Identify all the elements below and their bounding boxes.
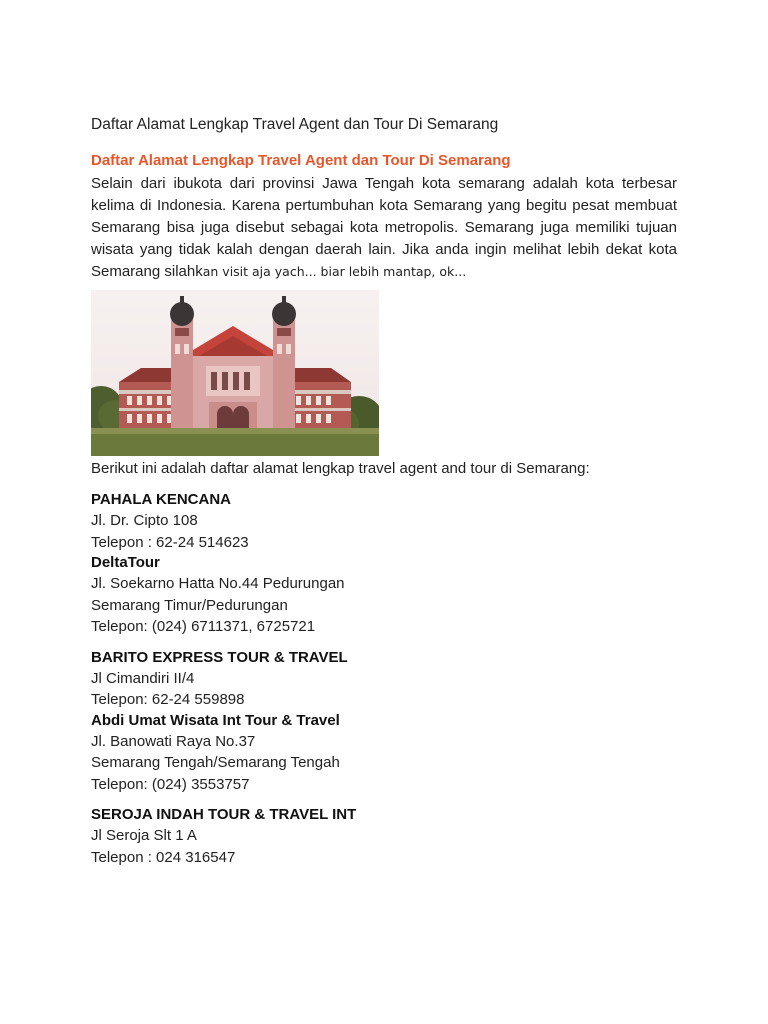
agency-entry xyxy=(91,711,691,796)
document-title: Daftar Alamat Lengkap Travel Agent dan Tour Di Semarang xyxy=(91,116,499,133)
lawang-sewu-photo xyxy=(91,290,379,456)
agency-address: Semarang Timur/Pedurungan xyxy=(91,596,288,614)
intro-paragraph xyxy=(91,173,677,283)
agency-name: BARITO EXPRESS TOUR & TRAVEL xyxy=(91,648,348,666)
list-intro: Berikut ini adalah daftar alamat lengkap travel agent and tour di Semarang: xyxy=(91,460,590,477)
agency-address: Jl. Dr. Cipto 108 xyxy=(91,512,198,529)
agency-address: Semarang Tengah/Semarang Tengah xyxy=(91,754,340,771)
agency-entry xyxy=(91,553,691,638)
agency-entry xyxy=(91,805,691,868)
agency-phone: Telepon: (024) 3553757 xyxy=(91,775,250,793)
agency-list xyxy=(91,490,691,868)
agency-address: Jl. Banowati Raya No.37 xyxy=(91,732,256,750)
agency-address: Jl Seroja Slt 1 A xyxy=(91,827,197,844)
article-heading: Daftar Alamat Lengkap Travel Agent dan Tour Di Semarang xyxy=(91,152,511,169)
agency-name: Abdi Umat Wisata Int Tour & Travel xyxy=(91,711,340,729)
agency-name: PAHALA KENCANA xyxy=(91,491,231,508)
agency-address: Jl Cimandiri II/4 xyxy=(91,669,195,687)
agency-name: DeltaTour xyxy=(91,554,160,571)
agency-address: Jl. Soekarno Hatta No.44 Pedurungan xyxy=(91,575,345,592)
intro-text: Selain dari ibukota dari provinsi Jawa Tengah kota semarang adalah kota terbesar kelima di Indonesia. Karena pertumbuhan kota Semarang yang begitu pesat membuat Semarang bisa juga disebut sebagai kota metropolis. Semarang juga memiliki tujuan wisata yang tidak kalah dengan daerah lain. Jika anda ingin melihat lebih dekat kota Semarang silahk xyxy=(91,175,677,280)
intro-text-tail: an visit aja yach... biar lebih mantap, ok... xyxy=(202,264,467,279)
agency-phone: Telepon: (024) 6711371, 6725721 xyxy=(91,618,316,635)
agency-phone: Telepon: 62-24 559898 xyxy=(91,691,245,708)
agency-entry xyxy=(91,648,691,711)
agency-phone: Telepon : 024 316547 xyxy=(91,848,236,866)
agency-entry xyxy=(91,490,691,553)
agency-phone: Telepon : 62-24 514623 xyxy=(91,533,249,551)
agency-name: SEROJA INDAH TOUR & TRAVEL INT xyxy=(91,806,357,823)
